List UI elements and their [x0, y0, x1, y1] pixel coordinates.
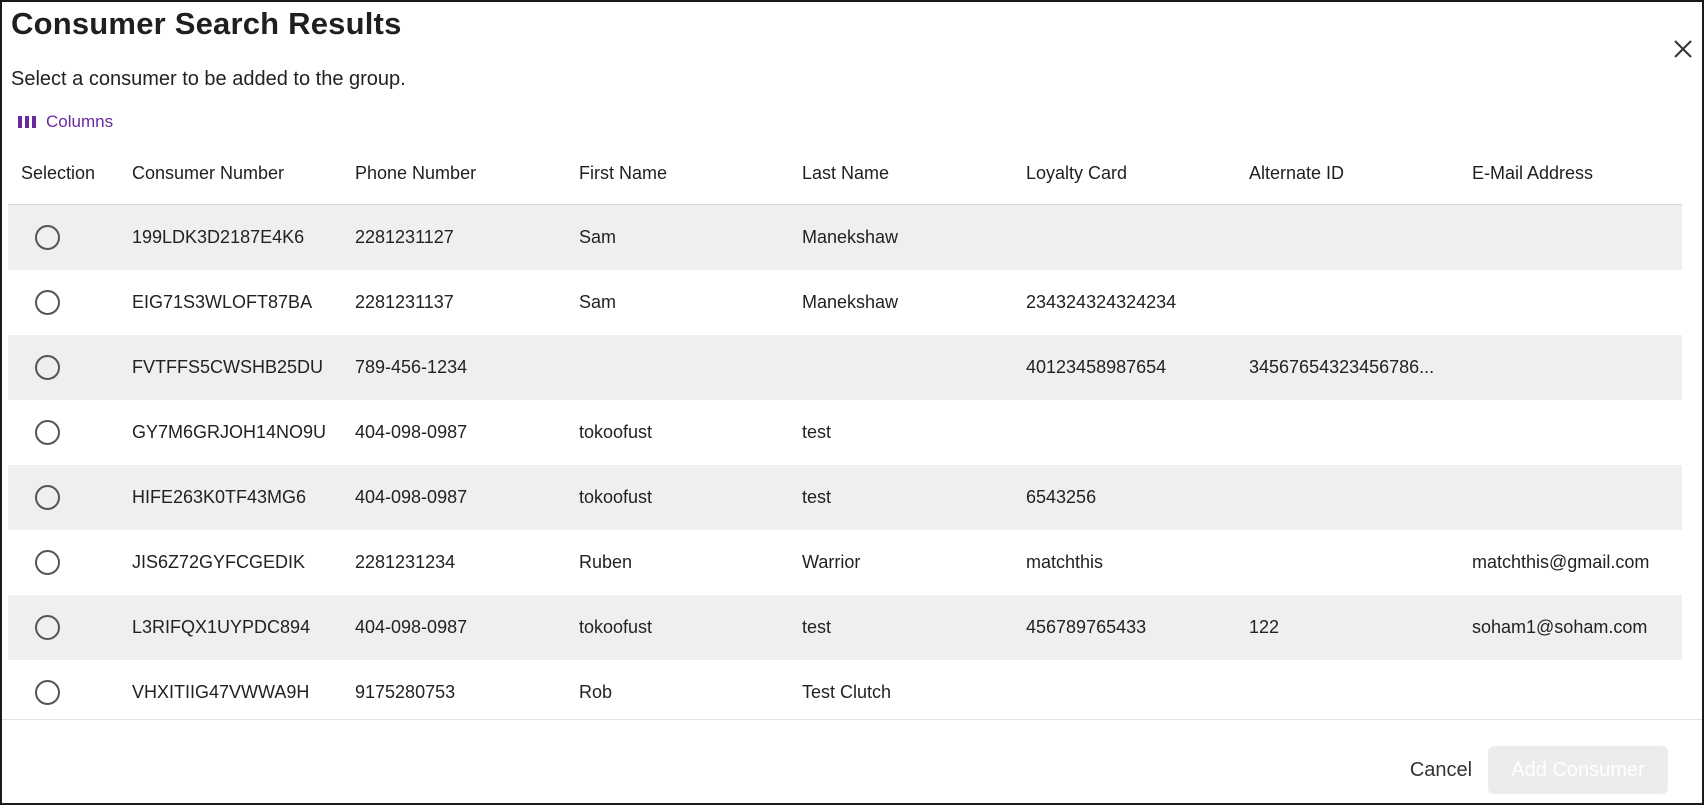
alternate-id-cell: [1249, 465, 1454, 530]
select-radio[interactable]: [35, 355, 60, 380]
phone-cell: 2281231234: [355, 552, 456, 572]
loyalty-cell: 40123458987654: [1026, 357, 1167, 377]
alternate-id-cell: 122: [1249, 617, 1280, 637]
table-header: [8, 152, 1682, 205]
table-row[interactable]: [8, 205, 1682, 270]
table-row[interactable]: [8, 335, 1682, 400]
email-cell: matchthis@gmail.com: [1472, 552, 1650, 572]
first-name-cell: [579, 335, 797, 400]
alternate-id-cell: [1249, 400, 1454, 465]
last-name-cell: [802, 335, 1020, 400]
first-name-cell: tokoofust: [579, 422, 653, 442]
email-cell: [1472, 400, 1677, 465]
last-name-cell: test: [802, 487, 832, 507]
phone-cell: 404-098-0987: [355, 617, 468, 637]
first-name-cell: Rob: [579, 682, 613, 702]
header-alternate-id[interactable]: Alternate ID: [1249, 163, 1345, 183]
table-row[interactable]: [8, 270, 1682, 335]
dialog-title: Consumer Search Results: [11, 6, 402, 41]
select-radio[interactable]: [35, 485, 60, 510]
select-radio[interactable]: [35, 680, 60, 705]
alternate-id-cell: [1249, 530, 1454, 595]
alternate-id-cell: 34567654323456786...: [1249, 357, 1435, 377]
loyalty-cell: [1026, 205, 1244, 270]
email-cell: soham1@soham.com: [1472, 617, 1648, 637]
phone-cell: 2281231137: [355, 292, 454, 312]
columns-icon: [18, 115, 36, 129]
table-row[interactable]: [8, 465, 1682, 530]
first-name-cell: Sam: [579, 292, 617, 312]
phone-cell: 2281231127: [355, 227, 454, 247]
header-selection[interactable]: Selection: [21, 163, 96, 183]
email-cell: [1472, 335, 1677, 400]
last-name-cell: Warrior: [802, 552, 861, 572]
loyalty-cell: [1026, 400, 1244, 465]
consumer-number-cell: L3RIFQX1UYPDC894: [132, 617, 311, 637]
phone-cell: 404-098-0987: [355, 487, 468, 507]
cancel-button[interactable]: Cancel: [1382, 746, 1500, 794]
consumer-number-cell: 199LDK3D2187E4K6: [132, 227, 305, 247]
consumer-number-cell: JIS6Z72GYFCGEDIK: [132, 552, 306, 572]
close-button[interactable]: [1670, 36, 1696, 62]
header-last-name[interactable]: Last Name: [802, 163, 890, 183]
phone-cell: 9175280753: [355, 682, 456, 702]
email-cell: [1472, 270, 1677, 335]
last-name-cell: test: [802, 617, 832, 637]
last-name-cell: Test Clutch: [802, 682, 892, 702]
select-radio[interactable]: [35, 420, 60, 445]
select-radio[interactable]: [35, 290, 60, 315]
email-cell: [1472, 660, 1677, 720]
last-name-cell: Manekshaw: [802, 292, 899, 312]
add-consumer-button: Add Consumer: [1488, 746, 1668, 794]
columns-label: Columns: [46, 112, 114, 131]
alternate-id-cell: [1249, 270, 1454, 335]
select-radio[interactable]: [35, 225, 60, 250]
loyalty-cell: 234324324324234: [1026, 292, 1177, 312]
dialog-subtitle: Select a consumer to be added to the group.: [11, 68, 406, 90]
close-icon: [1673, 39, 1693, 59]
last-name-cell: test: [802, 422, 832, 442]
phone-cell: 789-456-1234: [355, 357, 468, 377]
consumer-number-cell: GY7M6GRJOH14NO9U: [132, 422, 327, 442]
loyalty-cell: 456789765433: [1026, 617, 1147, 637]
consumer-number-cell: EIG71S3WLOFT87BA: [132, 292, 313, 312]
table-row[interactable]: [8, 595, 1682, 660]
select-radio[interactable]: [35, 550, 60, 575]
select-radio[interactable]: [35, 615, 60, 640]
table-row[interactable]: [8, 400, 1682, 465]
email-cell: [1472, 465, 1677, 530]
consumer-number-cell: FVTFFS5CWSHB25DU: [132, 357, 324, 377]
header-consumer-number[interactable]: Consumer Number: [132, 163, 285, 183]
first-name-cell: Ruben: [579, 552, 633, 572]
loyalty-cell: [1026, 660, 1244, 720]
header-email-address[interactable]: E-Mail Address: [1472, 163, 1594, 183]
first-name-cell: tokoofust: [579, 487, 653, 507]
consumer-number-cell: VHXITIIG47VWWA9H: [132, 682, 310, 702]
loyalty-cell: matchthis: [1026, 552, 1104, 572]
header-phone-number[interactable]: Phone Number: [355, 163, 477, 183]
results-table: [8, 152, 1682, 720]
table-row[interactable]: [8, 530, 1682, 595]
alternate-id-cell: [1249, 660, 1454, 720]
first-name-cell: tokoofust: [579, 617, 653, 637]
footer-divider: [2, 719, 1704, 720]
phone-cell: 404-098-0987: [355, 422, 468, 442]
first-name-cell: Sam: [579, 227, 617, 247]
header-first-name[interactable]: First Name: [579, 163, 668, 183]
last-name-cell: Manekshaw: [802, 227, 899, 247]
alternate-id-cell: [1249, 205, 1454, 270]
loyalty-cell: 6543256: [1026, 487, 1097, 507]
columns-button[interactable]: [18, 110, 113, 134]
email-cell: [1472, 205, 1677, 270]
header-loyalty-card[interactable]: Loyalty Card: [1026, 163, 1128, 183]
consumer-number-cell: HIFE263K0TF43MG6: [132, 487, 307, 507]
table-row[interactable]: [8, 660, 1682, 720]
